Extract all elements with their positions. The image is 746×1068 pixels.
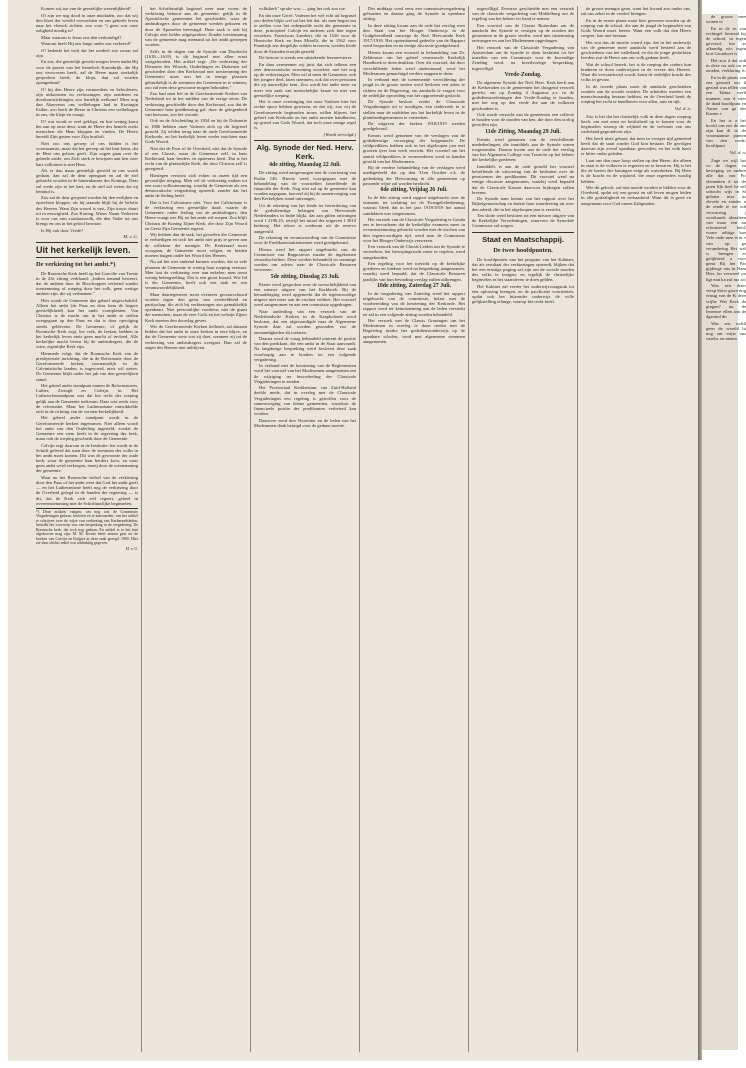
paragraph: De Synode besloot verder de Classicale Vergaderingen uit te noodigen, een onderzoek in te stellen naar de middelen om het kerkelijk leven in de plattelandsgemeenten te versterken.: [363, 99, 465, 120]
paragraph: En het is a het hoofd ons ner de ons zijn kan di in de voornaamste punten van den vrede, hoofdpunt: [706, 117, 746, 149]
paragraph: Daarna werd de vraag behandeld omtrent de positie van den predikant, die een ambt in de Staat aanvaardt. Na langdurige bespreking werd besloten deze zaak voorloopig aan te houden tot een volgende vergadering.: [254, 336, 356, 362]
paragraph: Waarom heeft Hij ons lange onder ons verkeerd?: [41, 41, 131, 47]
paragraph: Hierna kwam een voorstel in behandeling van Dr. Zeldenrust om het geheel vernieuwde Kerkelijk Handboek te doen drukken. Over dit voorstel, dat door verschillende leden werd ondersteund, werd het Moderamen gemachtigd verdere stappen te doen.: [363, 50, 465, 76]
footnote-text: *) Deze artikels vangen, om nog wat de Commissie Vergaderingen gedaan, besloten en te aanvaarden, van het artikel te schrijven over de wijze van verkiezing van Kerkeraadsleden, hetwelk het voorwerp was van bespreking in de vergadering. De Roomsche kerk, dat toch nog gedaan, En artikel is te het hart afgekorven mag zijn. M. M. Koster heeft zinnen gezi uit de boeken van Calvijn en Kuijper in deze zaak gezegd. 1860. Hier zie daar slechts enkel wat uitdrukkig gegeven.: [36, 509, 138, 546]
paragraph: Het Provinciaal Kerkbestuur van Zuid-Holland deelde mede, dat in overleg met de Classicale Vergaderingen een regeling is getroffen voor de samenvoeging van kleine gemeenten, waardoor de financieele positie der predikanten verbeterd kan worden.: [254, 385, 356, 417]
signature: Vol. d. n.: [674, 105, 691, 111]
paragraph: Het verzoek van de Classicale Vergadering te Gouda om te bevorderen dat de kerkelijke examens meer in overeenstemming gebracht worden met de eischen van den tegenwoordigen tijd, werd naar de Commissie voor het Hooger Onderwijs verwezen.: [363, 217, 465, 243]
paragraph: O! bij den Heere zijn vermoedens en beloofenen, zijn uitkomsten en verlossingen, zijn zonderen en doorkomstichtingen, zoo hartelijk welkomt! Meer nog dan Ahasverus ons welbehagen had in Koningin Esther, zoo heeft de Heere in Christus een welbehagen in ons, die klopt en vraagt.: [36, 86, 138, 118]
paragraph: Was sen ischil geen de wereld hi nog om vrijsr ons vaseln, en meten: [706, 320, 746, 342]
paragraph: O! bedenkt het toch dat het oordeel zoo zwaar zal zijn.: [36, 47, 138, 58]
paragraph: En dat onze Geref. Vaderen het wel echt uit beginsel zoo deden blijkt wel uit het feit dat, als men begon om te stellen voor het onbepaalde recht der gemeente in deze, principieel Calvijn en anderen zich hier tegen verzetten. Franciscus Lambert, die in 1526 voor de Hessische Kerk en Jean Morelli, die in 1562 voor Frankrijk iets dergelijks wilden invoeren, werden beide door de Synoden terzijde gesteld.: [254, 12, 356, 54]
paragraph: het Schriftuurlijk beginsel weer naar voren: de verkiezing behoort aan de gemeente, gelijk in de Apostolische gemeenten het geschiedde, waar de ambtsdragers door de gemeente werden gekozen en door de Apostelen bevestigd. Deze zaak is ook bij Calvijn zeer helder uitgesproken. Zonder toestemming van de gemeente mag niemand tot het ambt geroepen worden.: [145, 6, 247, 48]
footnote-signature: M. v. G.: [125, 546, 138, 551]
paragraph: Het Kabinet zal verder het onderwijsvraagstuk tot een oplossing brengen, en de pacificatie voortzetten, opdat ook het bijzonder onderwijs de volle gelijkstelling erlange, waarop het recht heeft.: [472, 283, 574, 305]
paragraph: Niet dat de Paus of de Overheid, niet dat de Synode of een Classis, maar de Gemeente zelf, in haar Kerkeraad, haar herders en opzieners kiest. Dat is het recht van de plaatselijke Kerk, die door Christus zelf is geregeerd.: [145, 145, 247, 172]
paragraph: In deze zitting kwam aan de orde het verslag over den Staat van het Hooger Onderwijs in de Godgeleerdheid vanwege de Ned. Hervormde Kerk 1917/1918. Het opzienbarend gedeelte van de Rapport werd besproken en na eenige discussie goedgekeurd.: [363, 22, 465, 49]
paragraph: Maar daartegenover moet evenzeer gewaarschuwd worden tegen den geest van verdeeldheid en partijschap, die zich bij verkiezingen zoo gemakkelijk openbaart. Niet persoonlijke voorkeur, niet de gunst der menschen, maar de eere Gods en het welzijn Zijner Kerk moeten den doorslag geven.: [145, 291, 247, 323]
paragraph: Het geheel ander standpunt wordt in de Gereformeerde kerken ingenomen. Niet alleen wordt het ambt van den Ouderling ingesteld, zoodat de Gemeente een stem heeft in de regeering der kerk, maar ook de roeping geschiedt door de Gemeente.: [36, 415, 138, 442]
paragraph: Naar aanleiding van een verzoek van de Nederlandsche Kerken in de Kaapkolonie werd besloten, dat een afgevaardigde naar de Algemeene Synode daar zal worden gezonden, zoo de omstandigheden dit toelaten.: [254, 308, 356, 335]
paragraph: De uitgaven der kerken 1918/1919 werden goedgekeurd.: [363, 121, 465, 132]
paragraph: Dat is het Calvinisme niet. Voor het Calvinisme is de verkiezing een geestelijke daad, waarin de Gemeente, onder leiding van de ambtsdragers, den Heere vraagt wie Hij tot het ambt wil roepen. Zoo blijft Christus de Koning Zijner Kerk, die door Zijn Woord en Geest Zijn Gemeente regeert.: [145, 199, 247, 231]
session-heading: 6de zitting, Vrijdag 26 Juli.: [380, 186, 448, 193]
paragraph: Niet zoo ons geroep of ons bidden is het voornaamste, maar dat het geroep uit het hart komt, dat de Heer ons gehoor geeft. Zijn oogen gaan over de geheele aarde, om Zich sterk te bewijzen aan hen wier hart volkomen is met Hem.: [36, 140, 138, 167]
signature: M. v. G.: [123, 234, 138, 240]
section-heading: Staat en Maatschappij.: [472, 232, 574, 245]
column-rule: [250, 6, 251, 1052]
paragraph: Het verzoek van de Classis Groningen om het Moderamen in overleg te doen treden met de Regeering inzake het godsdienstonderwijs op de openbare scholen, werd met algemeene stemmen aangenomen.: [363, 318, 465, 344]
paragraph: de groote mee wonen te: [706, 14, 746, 25]
paragraph: volkskerk" sprake was — ging het ook zoo toe.: [259, 6, 346, 11]
paragraph: O! wat wordt er veel geklopt, en hoe weinig komt het aan op onze deur, want de Heere des hemels zoekt menschen die Hem kloppen en vinden. De Heere bereidt Zijn gasten voor Zijn bruiloft.: [36, 118, 138, 140]
paragraph: Een regeling voor het toezicht op de kerkelijke goederen en fondsen werd na bespreking aangenomen, waarbij werd bepaald, dat de Classicale Besturen jaarlijks van hun bevinding verslag zullen uitbrengen.: [363, 261, 465, 282]
column-6: [581, 6, 691, 1052]
footnote: [36, 508, 138, 552]
paragraph: Hier wordt de Gemeente dus geheel uitgeschakeld. Alleen het ambt (de Paus en door hem de hogere geestelijkheid) kan het ambt voortplanten. Van Christus is de macht om in het ambt te stellen overgegaan op den Paus en dat is door opvolging steeds geblevene. De Gemeente, of gelijk de Roomsche Kerk zegt, het volk, de leeken, hebben in het kerkelijk leven niets geen macht of invloed. Alle kerkelijke macht berust bij de ambtsdragers, die de ware, eigenlijke Kerk zijn.: [36, 297, 138, 350]
paragraph: Hierna werd het rapport uitgebracht van de Commissie van Rapporteurs inzake de ingekomen verzoekschriften. Deze werden behandeld en sommige werden om advies naar de Classicale Besturen verwezen.: [254, 246, 356, 273]
paragraph: Calvijn zegt daarvan in de Institutie: het wordt in de Schrift geleerd dat men door de stemmen des volks in het ambt moet komen. Dit was de gewoonte der oude kerk, waar de gemeente haar herders koos, en waar geen ambt werd verkregen, tenzij door de toestemming der gemeente.: [36, 442, 138, 474]
subheading: Vrede-Zondag.: [504, 71, 542, 78]
column-rule: [468, 6, 469, 1052]
paragraph: Hiertegen vertoont zich echter in onzen tijd een gevaarlijke neiging. Men wil de verkiezing maken tot een soort volksstemming, waarbij de Gemeente als een democratische vergadering optreedt, zonder dat het ambt de leiding heeft.: [145, 172, 247, 199]
continued-note: (Wordt vervolgd.): [323, 131, 356, 137]
paragraph: De Synode nam kennis van het rapport over het Bijbelgenootschap en drukte haar waardeering uit over den arbeid, die in het afgeloopen jaar is verricht.: [472, 196, 574, 212]
paragraph: Laat ons dan onze hoop stellen op den Heere, die alleen in staat is de volkeren te regeeren en te bewaren. Hij is het die de harten der koningen neigt als waterbeken. Bij Hem is de kracht en de wijsheid, die onze regeerders noodig hebben.: [581, 157, 691, 184]
article-title: De verkiezing tot het ambt.*): [36, 261, 116, 269]
paragraph: In de tweede plaats moet de aandacht geschonken worden aan de sociale nooden. De arbeiders moeten een menschwaardig bestaan hebben, en de Overheid heeft de roeping het recht te handhaven voor allen, arm en rijk.: [581, 83, 691, 105]
session-heading: 4de zitting, Maandag 22 Juli.: [269, 162, 341, 169]
paragraph: Zoo zal de deur geopend worden bij den eerlijken en oprechten klopper, als hij staande blijft bij de belofte des Heeren. Want Zijn woord is vast, Zijn trouw duurt tot in eeuwigheid. Zoo Koning, Wiens Naam Verheven is voor ons arm zondaarsvolk, die den Vader tot ons brengt en ons in het geloof bewaart.: [36, 195, 138, 226]
newspaper-sheet: [8, 0, 698, 1060]
column-2: [145, 6, 247, 1052]
section-heading: Uit het kerkelijk leven.: [36, 242, 138, 258]
paragraph: In verband met de toenemende verwildering der jeugd in de groote steden werd besloten een adres te richten tot de Regeering, om aandacht te vragen voor de zedelijke opvoeding van het opgroeiende geslacht.: [363, 77, 465, 98]
paragraph: Als er dan maar geestelijk geweld in ons wordt gedaan, dan zal de deur opengaan en zal de ziel gebracht worden in de binnenkamer des Konings. Daar zal vrede zijn in het hart, en de ziel zal weten dat zij bemind is.: [36, 168, 138, 194]
column-4: [363, 6, 465, 1052]
paragraph: Ten slotte werd besloten tot een nieuwe uitgave van de Kerkelijke Verordeningen, waarvoor de Synodale Commissie zal zorgen.: [472, 213, 574, 229]
paragraph: Daarover werd den Voorzitter en de leden van het Moderamen dank betuigd voor de gedane moeite.: [254, 417, 356, 428]
paragraph: Kennis werd genomen van de verslagen van de godsdienstige verzorging der krijgsmacht. De veldpredikers hebben ook in het afgeloopen jaar met grooten ijver hun werk verricht. Het voorstel om het aantal veldpredikers te vermeerderen werd in handen gesteld van het Moderamen.: [363, 132, 465, 164]
paragraph: In verband met de herziening van de Reglementen werd het voorstel van het Moderamen aangenomen om de wijziging ter beoordeeling der Classicale Vergaderingen te zenden.: [254, 363, 356, 384]
paragraph: Het is onze overtuiging dat onze Vaderen hier het rechte spoor hebben gewezen, en dat wij, zoo wij de Gereformeerde beginselen trouw willen blijven, het geheel van Kerkorde en het ambt moeten handhaven, op grond van Gods Woord, dat toch onze eenige regel is.: [254, 99, 356, 130]
paragraph: Het zou d dat ook in deze nu ook on te zouden, verklaring is: [706, 58, 746, 74]
paragraph: Wie dit gelooft, zal niet moede worden te bidden voor de Overheid, opdat wij een gerust en stil leven mogen leiden in alle godzaligheid en eerbaarheid. Want dit is goed en aangenaam voor God onzen Zaligmaker.: [581, 185, 691, 206]
session-heading: 5de zitting, Dinsdag 23 Juli.: [270, 273, 340, 280]
column-rule: [577, 6, 578, 1052]
paragraph: Hiermede volgt, dat de Roomsche Kerk van de presbyteriale inrichting, die in de Reformatie door de Gereformeerde kerken, voornamelijk in de Calvinistische landen, is ingevoerd, niets wil weten. De Gemeente blijft onder het juk van den geestelijken stand.: [36, 350, 138, 382]
paragraph: En in de plaats van ons gestraft om d gezind was tellen van een Talma werd mannen van d wier de daad hoofdpunt en Aaron van ga der Kamer e: [706, 74, 746, 116]
paragraph: Komen wij toe van de geestelijke wesenlijkheid?: [41, 6, 132, 11]
paragraph: De historie is steeds een uitstekende leermeesteres.: [259, 55, 353, 61]
paragraph: Is Hij ook door Vrede?: [41, 227, 83, 233]
paragraph: De rekening en verantwoording van de Commissie voor de Predikantstraktementen werd goedgekeurd.: [254, 235, 356, 246]
paragraph: De algemene Synode der Ned. Herv. Kerk heeft aan de Kerkeraden in de gemeenten het dringend verzoek gericht, om op Zondag 4 Augustus a.s. in de godsdienstoefeningen den Vrede-Zondag te houden, met het oog op den vrede die aan de volkeren geschonken is.: [472, 79, 574, 111]
paragraph: Het heeft niets gebaat, dat men in vroeger tijd gemeend heeft dat de staat zonder God kon bestaan. De gevolgen daarvan zijn overal openbaar geworden, en het volk heeft er bitter onder geleden.: [581, 135, 691, 157]
paragraph: Het verzoek van de Classicale Vergadering van Amsterdam om de Synode te doen besluiten tot het instellen van een Commissie voor de Inwendige Zending werd, na breedvoerige bespreking, ingewilligd.: [472, 44, 574, 71]
paragraph: Een verzoek van de Classis Leiden om de Synode te verzoeken, het beroepingswerk meer te regelen, werd aangehouden.: [363, 244, 465, 260]
next-page-edge: [702, 14, 746, 1050]
paragraph: Inmiddels is aan de orde gesteld het voorstel betreffende de uitvoering van de besluiten over de pensioenen der predikanten. Dit voorstel werd na eenige discussie aangenomen, waarbij werd bepaald dat de Classicale Kassen daarvoor bijdragen zullen leveren.: [472, 163, 574, 195]
paragraph: Nu zal het niet ontkend kunnen worden, dat in vele plaatsen de Gemeente te weinig haar roeping verstaat. Men laat de verkiezing over aan enkelen; men toont weinig belangstelling. Dat is een groot kwaad. Wie lid is der Gemeente, heeft ook een taak en een verantwoordelijkheid.: [145, 259, 247, 291]
paragraph: Eerste werd gesproken over de wenschelijkheid van een nieuwe uitgave van het Kerkboek. Bij de beraadslaging werd opgemerkt dat de tegenwoordige uitgave niet meer aan de eischen voldoet. Het voorstel werd aangenomen en aan een commissie opgedragen.: [254, 281, 356, 308]
paragraph: Een voorstel van de Classis Rotterdam om de aandacht der Synode te vestigen op de nooden der gemeenten in de groote steden, werd met instemming ontvangen en aan het Moderamen opgedragen.: [472, 22, 574, 44]
paragraph: Ook wordt verzocht aan de gemeenten een collecte te houden voor de nooden van hen, die door den oorlog getroffen zijn.: [472, 112, 574, 128]
paragraph: Het geheel ander standpunt namen de Reformatoren, Luther, Zwingli en Calvijn, in. Het Lutherschestandpunt was dat het recht der roeping gelijk aan de Gemeente toekwam. Daar was reeds voor de reformatie. Maar het Lutheranisme ontwikkelde zich in de richting van de vorsten-kerkelijkheid.: [36, 383, 138, 414]
paragraph: Zoo is het dat het christelijk volk in deze dagen roeping heeft, om met ernst en beslistheid op te komen voor de beginselen waarop de vrijheid en de welvaart van ons vaderland gegrondvest zijn.: [581, 113, 691, 135]
signature: Vol. d. n.: [729, 149, 746, 155]
paragraph: De Roomsche Kerk heeft op het Concilie van Trente in de 23e zitting verklaard: „Indien iemand beweert, dat de ambten door de Bisschoppen verleend zonder toestemming of roeping door het volk, geen wettige ambten zijn, die zij verbannen.": [36, 270, 138, 297]
paragraph: Zoo had men het in de Gereformeerde Kerken van Nederland tot in het midden van de vorige eeuw. De verkiezing geschiedde door den Kerkeraad, zoo dat de Gemeente haar goedkeuring gaf, door de gelegenheid van bezwaar, zoo het woordt.: [145, 91, 247, 117]
synod-heading: Alg. Synode der Ned. Herv. Kerk.: [254, 140, 356, 162]
paragraph: En zist, die geestelijk gewekt mogen leven nadat Hij voor de poorte van het hemelsch Koninkrijk, die Hij ons verworven heeft, zal de Heere maar werkelijk gesproken heeft; de klopt, dan zal worden opengedaan?: [36, 59, 138, 85]
column-1: [36, 6, 138, 1052]
paragraph: Wie de Gereformeerde Kerken liefheeft, zal daarom bidden dat het ambt in onze kerken in eere blijve, en dat de Gemeente wete wat zij doet, wanneer zij tot de verkiezing van ambtsdragers overgaat. Dan zal de zegen des Heeren niet uitblijven.: [145, 324, 247, 350]
paragraph: Zage we wijl het vo de dagen va beweging va ondere alle dat van Pri elementen d tot de jaren lijk heel he nel schoolw wijs in St gelaten mor as elevele en zonder u de rende te we sch verwarring j voorkunde ideaaleen van maar een an reformeerd heid, waarv aditige kue Vele onde men is in v van op ge verandering Het wel w brengen er gelijkheid a voor gemi Bij het Par gijdenge ons in Ham Hier, ho verwoed po ligt mat ka zul ma zit: [706, 158, 746, 282]
paragraph: Wat de school betreft, het is de roeping der ouders hun kinderen te doen onderwijzen in de vreeze des Heeren. Waar dit verwaarloosd wordt, komt de zedelijke kracht des volks in gevaar.: [581, 61, 691, 83]
session-heading: 10de zitting, Zaterdag 27 Juli.: [376, 282, 452, 289]
column-5: [472, 6, 574, 1052]
next-page-column: [706, 14, 746, 1060]
paragraph: Of zijn we nog dood in onze misdaden, zoo dat wij den bloei der wereld verwachten en ons geheele leven naar het vleesch richten, zoo voor "t geen wat onze zaligheid noodig is?: [36, 12, 138, 34]
paragraph: Wij hebben dan de taak, het gevoelen der Gemeente te eerbiedigen en toch het ambt niet prijs te geven aan de willekeur der menigte. De Kerkeraad moet voorgaan, de Gemeente moet volgen, en beiden moeten buigen onder het Woord des Heeren.: [145, 232, 247, 258]
paragraph: ingewilligd. Evenzoo geschiedde met een verzoek van de classicale vergadering van Middelburg om de regeling van het beheer ter hand te nemen.: [472, 6, 574, 22]
paragraph: Uit de rekening van het fonds ter bevordering van de godsdienstige belangen van Hervormde Nederlanders in Indië blijkt, dat aan giften ontvangen werd f 2196.25, terwijl het totaal der uitgaven f 3010 bedroeg. Het tekort is wederom uit de reserve aangevuld.: [254, 202, 356, 234]
column-rule: [359, 6, 360, 1052]
paragraph: In de 6de zitting werd rapport uitgebracht over de examens ter toelating tot de Evangeliebediening, waaruit bleek dat in het jaar 1918/1919 het aantal candidaten was toegenomen.: [363, 195, 465, 216]
paragraph: Was sen dizer versp Stuvr groot nog ernsig van de K deze vrijhe Wat Kerk da gingen? nu de lenenwe ellen aan de dgeomd dn: [706, 283, 746, 320]
paragraph: de groote menigte gaan, want het kwaad zoo onder ons, zal ons zeker in de verderf brengen.: [581, 6, 691, 17]
column-3: [254, 6, 356, 1052]
paragraph: In de vergadering van Zaterdag werd het rapport uitgebracht van de commissie, belast met de voorbereiding van de herziening der Kerkorde. Het rapport werd ter kennisneming aan de leden verstrekt en zal in een volgende zitting worden behandeld.: [363, 290, 465, 317]
paragraph: Ook na de Afscheiding in 1834 en bij de Doleantie in 1886 hebben onze Vaderen zich op dit beginsel gesteld. Zij wilden terug naar de oude Gereformeerde Kerkorde, en het kerkelijk leven weder inrichten naar Gods Woord.: [145, 118, 247, 145]
paragraph: En in de ee van rechtsgel bestond bij de school, so tegen gevoerd, kre ar afkondig wie tegen kort Grondwet is: [706, 25, 746, 57]
column-rule: [141, 6, 142, 1052]
paragraph: Kennis werd genomen van de verschillende mededeelingen, die inmiddels aan de Synode waren toegezonden. Daarna kwam aan de orde het verslag van het Algemeen College van Toezicht op het beheer der kerkelijke goederen.: [472, 136, 574, 163]
paragraph: En in de eerste plaats moet hier gewezen worden op de roeping van de school, die aan de jeugd de beginselen van Gods Woord moet leeren. Want een volk dat den Heere vergeet, kan niet bestaan.: [581, 17, 691, 39]
paragraph: Maar waarom is Jezus ons den verkondigd?: [41, 34, 122, 40]
session-heading: 11de Zitting, Maandag 29 Juli.: [485, 128, 561, 135]
paragraph: Zelfs in de dagen van de Synode van Dordrecht (1618—1619) is dit beginsel met allen ernst vastgehouden. Het artikel zegt: „De verkiezing der Dienaren des Woords, Ouderlingen en Diakenen zal geschieden door den Kerkeraad met toestemming der Gemeente; maar zoo het in eenige plaatsen gebruikelijk is de stemmen der Gemeente in te winnen, zoo zal men deze gewoonte mogen behouden.": [145, 48, 247, 90]
paragraph: De zitting werd aangevangen met de voorlezing van Psalm 146. Hierna werd voortgegaan met de behandeling van de voorstellen betreffende de financiën der Kerk. Nog niet zal op de gemeente kan worden nagegaan, hoeveel zij bij de samenvoeging van den Kerkelijken stand ontvangen.: [254, 170, 356, 202]
paragraph: Het zou dus de moeite waard zijn, dat in het onderwijs van de gemeente meer aandacht werd besteed aan de geschiedenis van het vaderland, en dat de jonge geslachten leerden wat de Heere aan ons volk gedaan heeft.: [581, 39, 691, 61]
paragraph: Waar nu het Roomsche stelsel van de verkiezing door den Paus of het ambt weet dat God het ambt geeft — en het Lutheranisme heeft nog de verkiezing door de Overheid gelegd in de handen der regeering — is dit, dat de Kerk zich zelf regeert, geheel in overeenstemming met de Schriftuurlijke beginselen.: [36, 474, 138, 506]
paragraph: Bij de verdere behandeling van de verslagen werd medegedeeld dat op den 31en October e.k. de gedenkdag der Hervorming in alle gemeenten op passende wijze zal worden herdacht.: [363, 165, 465, 186]
article-title: De twee hoofdpunten.: [493, 247, 553, 255]
paragraph: De hoofdpunten van het program van het Kabinet, dat als resultaat der verkiezingen optreedt, blijken dat het een ernstige poging zal zijn om de sociale nooden des volks te lenigen, en tegelijk de christelijke beginselen in het staatsleven te doen gelden.: [472, 256, 574, 283]
paragraph: Des middags werd eerst een commissievergadering gehouden en daarna ging de Synode in openbare zitting.: [363, 6, 465, 22]
paragraph: En daar vermeenen wij juist dat zich telkens een zeer democratische strooming voordoet, met het oog op de verkiezingen. Men wil al meer de Gemeente, ook het jongere deel, laten stemmen, ook dat over personen die zij nauwelijks kent. Zoo wordt het ambt meer en meer een zaak van menschelijke keuze en niet van geestelijke roeping.: [254, 61, 356, 98]
